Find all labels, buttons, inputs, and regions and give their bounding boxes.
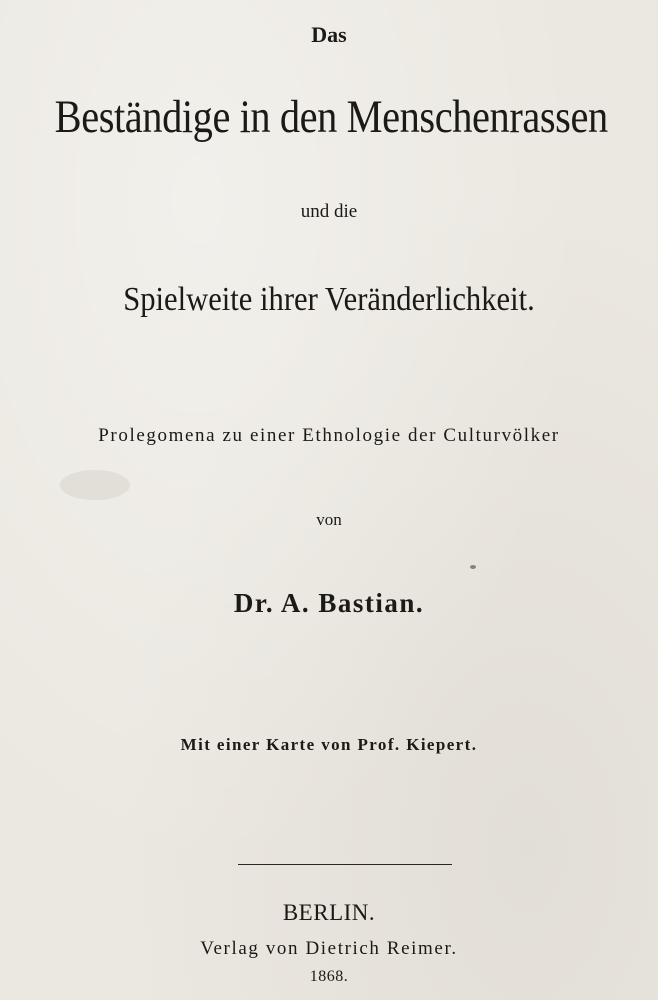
series-line: Prolegomena zu einer Ethnologie der Culturvölker	[98, 425, 560, 446]
paper-stain	[470, 565, 476, 569]
by-line: von	[316, 510, 342, 529]
imprint-city: BERLIN.	[282, 900, 376, 925]
imprint-year: 1868.	[309, 968, 349, 985]
main-title: Beständige in den Menschenrassen	[54, 91, 608, 143]
map-note: Mit einer Karte von Prof. Kiepert.	[180, 735, 478, 754]
subtitle: Spielweite ihrer Veränderlichkeit.	[123, 281, 535, 318]
title-conjunction: und die	[300, 201, 358, 222]
paper-stain	[60, 470, 130, 500]
author-name: Dr. A. Bastian.	[233, 588, 425, 618]
imprint-publisher: Verlag von Dietrich Reimer.	[200, 938, 458, 959]
divider-rule	[238, 864, 452, 865]
title-article: Das	[311, 22, 347, 47]
